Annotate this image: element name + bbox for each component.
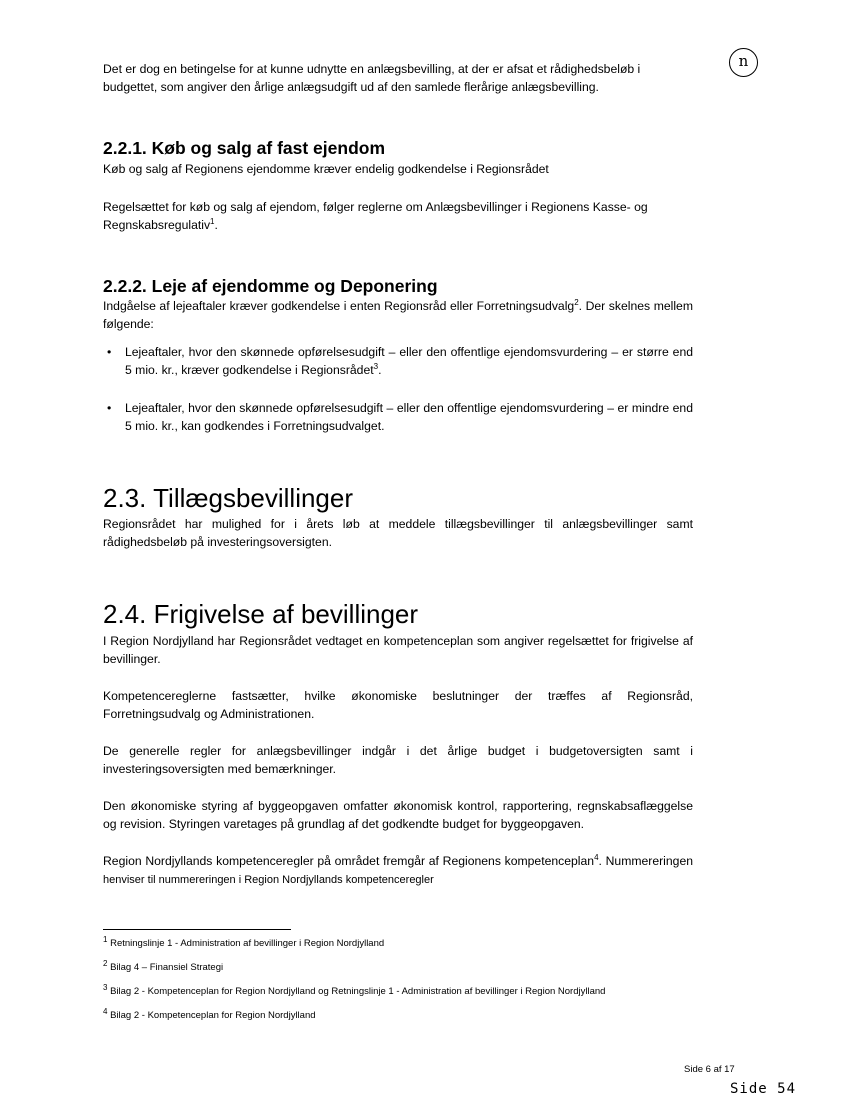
- footnote-ref-1[interactable]: 1: [210, 216, 215, 226]
- heading-2-2-1: 2.2.1. Køb og salg af fast ejendom: [103, 138, 386, 158]
- footnote: $^1$ Retningslinje 1 - Administration af bevillinger i Region Nordjylland: [103, 934, 385, 949]
- page-stamp: Side 54: [730, 1081, 797, 1097]
- page-number: Side 6 af 17: [684, 1064, 735, 1075]
- footnote: $^4$ Bilag 2 - Kompetenceplan for Region Nordjylland: [103, 1006, 316, 1021]
- footnote: $^2$ Bilag 4 – Finansiel Strategi: [103, 958, 224, 973]
- heading-2-4: 2.4. Frigivelse af bevillinger: [103, 599, 419, 629]
- para-2-4-a: I Region Nordjylland har Regionsrådet vedtaget en kompetenceplan som angiver regelsættet for frigivelse af bevillinger.: [103, 634, 693, 666]
- para-2-2-1-b-text: Regelsættet for køb og salg af ejendom, følger reglerne om Anlægsbevillinger i Regionens Kasse- og Regnskabsregulativ: [103, 200, 648, 232]
- para-2-4-c: De generelle regler for anlægsbevillinger indgår i det årlige budget i budgetoversigten samt i investeringsoversigten med bemærkninger.: [103, 744, 693, 776]
- heading-2-2-2: 2.2.2. Leje af ejendomme og Deponering: [103, 276, 438, 296]
- para-2-2-2-intro: Indgåelse af lejeaftaler kræver godkendelse i enten Regionsråd eller Forretningsudvalg$^2$. Der skelnes mellem følgende:: [103, 297, 693, 331]
- para-2-3: Regionsrådet har mulighed for i årets løb at meddele tillægsbevillinger til anlægsbevillinger samt rådighedsbeløb på investeringsoversigten.: [103, 517, 693, 549]
- bullet-dot: •: [107, 401, 112, 415]
- footnote-ref-4[interactable]: 4: [594, 852, 599, 862]
- intro-paragraph: Det er dog en betingelse for at kunne udnytte en anlægsbevilling, at der er afsat et rådighedsbeløb i budgettet, som angiver den årlige anlægsudgift ud af den samlede flerårige anlægsbevilling.: [103, 62, 641, 94]
- para-2-2-1-a: Køb og salg af Regionens ejendomme kræver endelig godkendelse i Regionsrådet: [103, 162, 549, 176]
- list-item: • Lejeaftaler, hvor den skønnede opførelsesudgift – eller den offentlige ejendomsvurdering – er større end 5 mio. kr., kræver godkendelse i Regionsrådet$^3$.: [107, 345, 693, 377]
- para-2-4-b: Kompetencereglerne fastsætter, hvilke økonomiske beslutninger der træffes af Regionsråd, Forretningsudvalg og Administrationen.: [103, 689, 693, 721]
- para-2-2-1-b: Regelsættet for køb og salg af ejendom, følger reglerne om Anlægsbevillinger i Regionens Kasse- og Regnskabsregulativ$^1$.: [103, 200, 648, 232]
- footnote-ref-3[interactable]: 3: [373, 361, 379, 371]
- heading-2-3: 2.3. Tillægsbevillinger: [103, 483, 354, 513]
- bullet-list: [103, 343, 693, 435]
- region-logo: [729, 48, 758, 77]
- para-2-4-d: Den økonomiske styring af byggeopgaven omfatter økonomisk kontrol, rapportering, regnskabsaflæggelse og revision. Styringen varetages på grundlag af det godkendte budget for byggeopgaven.: [103, 799, 693, 831]
- logo-letter: n: [738, 52, 749, 70]
- footnote-divider: [103, 929, 291, 930]
- bullet-dot: •: [107, 345, 112, 359]
- list-item: • Lejeaftaler, hvor den skønnede opførelsesudgift – eller den offentlige ejendomsvurdering – er mindre end 5 mio. kr., kan godkendes i Forretningsudvalget.: [107, 401, 693, 433]
- footnote-ref-2[interactable]: 2: [574, 297, 579, 307]
- para-2-4-e: Region Nordjyllands kompetenceregler på området fremgår af Regionens kompetenceplan$^4$. Nummereringen henviser til nummereringen i Region Nordjyllands kompetenceregler: [103, 852, 694, 886]
- footnote: $^3$ Bilag 2 - Kompetenceplan for Region Nordjylland og Retningslinje 1 - Administration af bevillinger i Region Nordjylland: [103, 982, 606, 997]
